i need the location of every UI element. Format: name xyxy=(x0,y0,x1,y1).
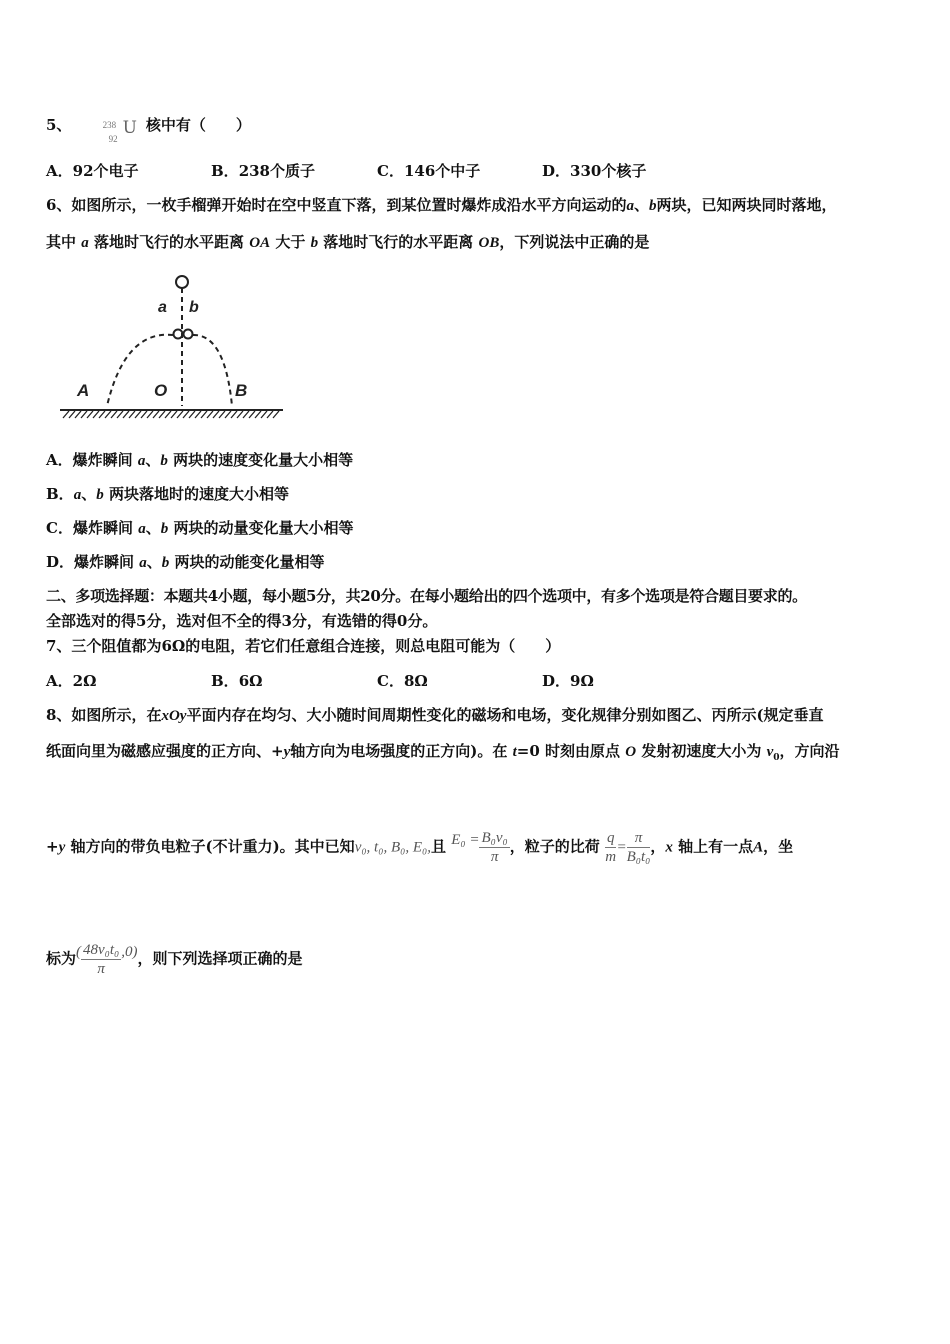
q6-stem-line1: 6、如图所示，一枚手榴弹开始时在空中竖直下落，到某位置时爆炸成沿水平方向运动的a、b两块，已知两块同时落地， xyxy=(46,196,837,214)
q5-number: 5、 xyxy=(46,116,72,134)
q7-option-c: C．8Ω xyxy=(377,672,428,690)
q8-stem-line4: 标为( $\frac{\text{48v₀t₀}}{\pi}$ ,0)，则下列选择项正确的是 xyxy=(46,942,303,977)
svg-text:a: a xyxy=(158,299,167,316)
q6-option-c: C．爆炸瞬间 a、b 两块的动量变化量大小相等 xyxy=(46,519,354,537)
q5-option-b: B．238个质子 xyxy=(211,162,315,180)
charge-mass-ratio: $\frac{q}{m}$ xyxy=(605,830,617,865)
q6-option-d: D．爆炸瞬间 a、b 两块的动能变化量相等 xyxy=(46,553,325,571)
section2-header-line1: 二、多项选择题：本题共4小题，每小题5分，共20分。在每小题给出的四个选项中，有多个选项是符合题目要求的。 xyxy=(46,587,807,605)
svg-text:O: O xyxy=(154,381,168,400)
q8-stem-line3: +y 轴方向的带负电粒子(不计重力)。其中已知v₀, t₀, B₀, E₀,且 E₀ = $\frac{\text{B₀v₀}}{\pi}$ ，粒子的比荷 $\frac{q}{m}$ = $\frac{\pi}{\text{B₀t₀}}$ ，x 轴上有一点A，坐 xyxy=(46,830,794,865)
q5-option-d: D．330个核子 xyxy=(542,162,647,180)
q8-stem-line2: 纸面向里为磁感应强度的正方向、+y轴方向为电场强度的正方向)。在 t=0 时刻由原点 O 发射初速度大小为 $v_0$，方向沿 xyxy=(46,742,840,763)
q8-stem-line1: 8、如图所示，在xOy平面内存在均匀、大小随时间周期性变化的磁场和电场，变化规律分别如图乙、丙所示(规定垂直 xyxy=(46,706,824,724)
q5-stem: 5、 238 92 U 核中有（ ） xyxy=(46,116,251,144)
known-quantities: v₀, t₀, B₀, E₀, xyxy=(354,839,431,856)
grenade-diagram xyxy=(55,268,295,428)
section2-header-line2: 全部选对的得5分，选对但不全的得3分，有选错的得0分。 xyxy=(46,612,438,630)
q6-stem-line2: 其中 a 落地时飞行的水平距离 OA 大于 b 落地时飞行的水平距离 OB，下列说法中正确的是 xyxy=(46,233,650,251)
q7-option-b: B．6Ω xyxy=(211,672,263,690)
svg-text:B: B xyxy=(235,381,248,400)
q7-option-a: A．2Ω xyxy=(46,672,97,690)
ratio-value-fraction: $\frac{\pi}{\text{B₀t₀}}$ xyxy=(626,830,651,865)
q5-option-c: C．146个中子 xyxy=(377,162,481,180)
q5-option-a: A．92个电子 xyxy=(46,162,139,180)
q5-stem-text: 核中有（ ） xyxy=(145,116,251,134)
svg-text:b: b xyxy=(189,299,199,316)
q7-stem: 7、三个阻值都为6Ω的电阻，若它们任意组合连接，则总电阻可能为（ ） xyxy=(46,637,561,655)
svg-text:A: A xyxy=(77,381,90,400)
point-a-coordinate: $\frac{\text{48v₀t₀}}{\pi}$ xyxy=(83,942,120,977)
q6-option-b: B．a、b 两块落地时的速度大小相等 xyxy=(46,485,289,503)
q6-option-a: A．爆炸瞬间 a、b 两块的速度变化量大小相等 xyxy=(46,451,354,469)
q7-option-d: D．9Ω xyxy=(542,672,594,690)
e0-fraction: $\frac{\text{B₀v₀}}{\pi}$ xyxy=(481,830,508,865)
